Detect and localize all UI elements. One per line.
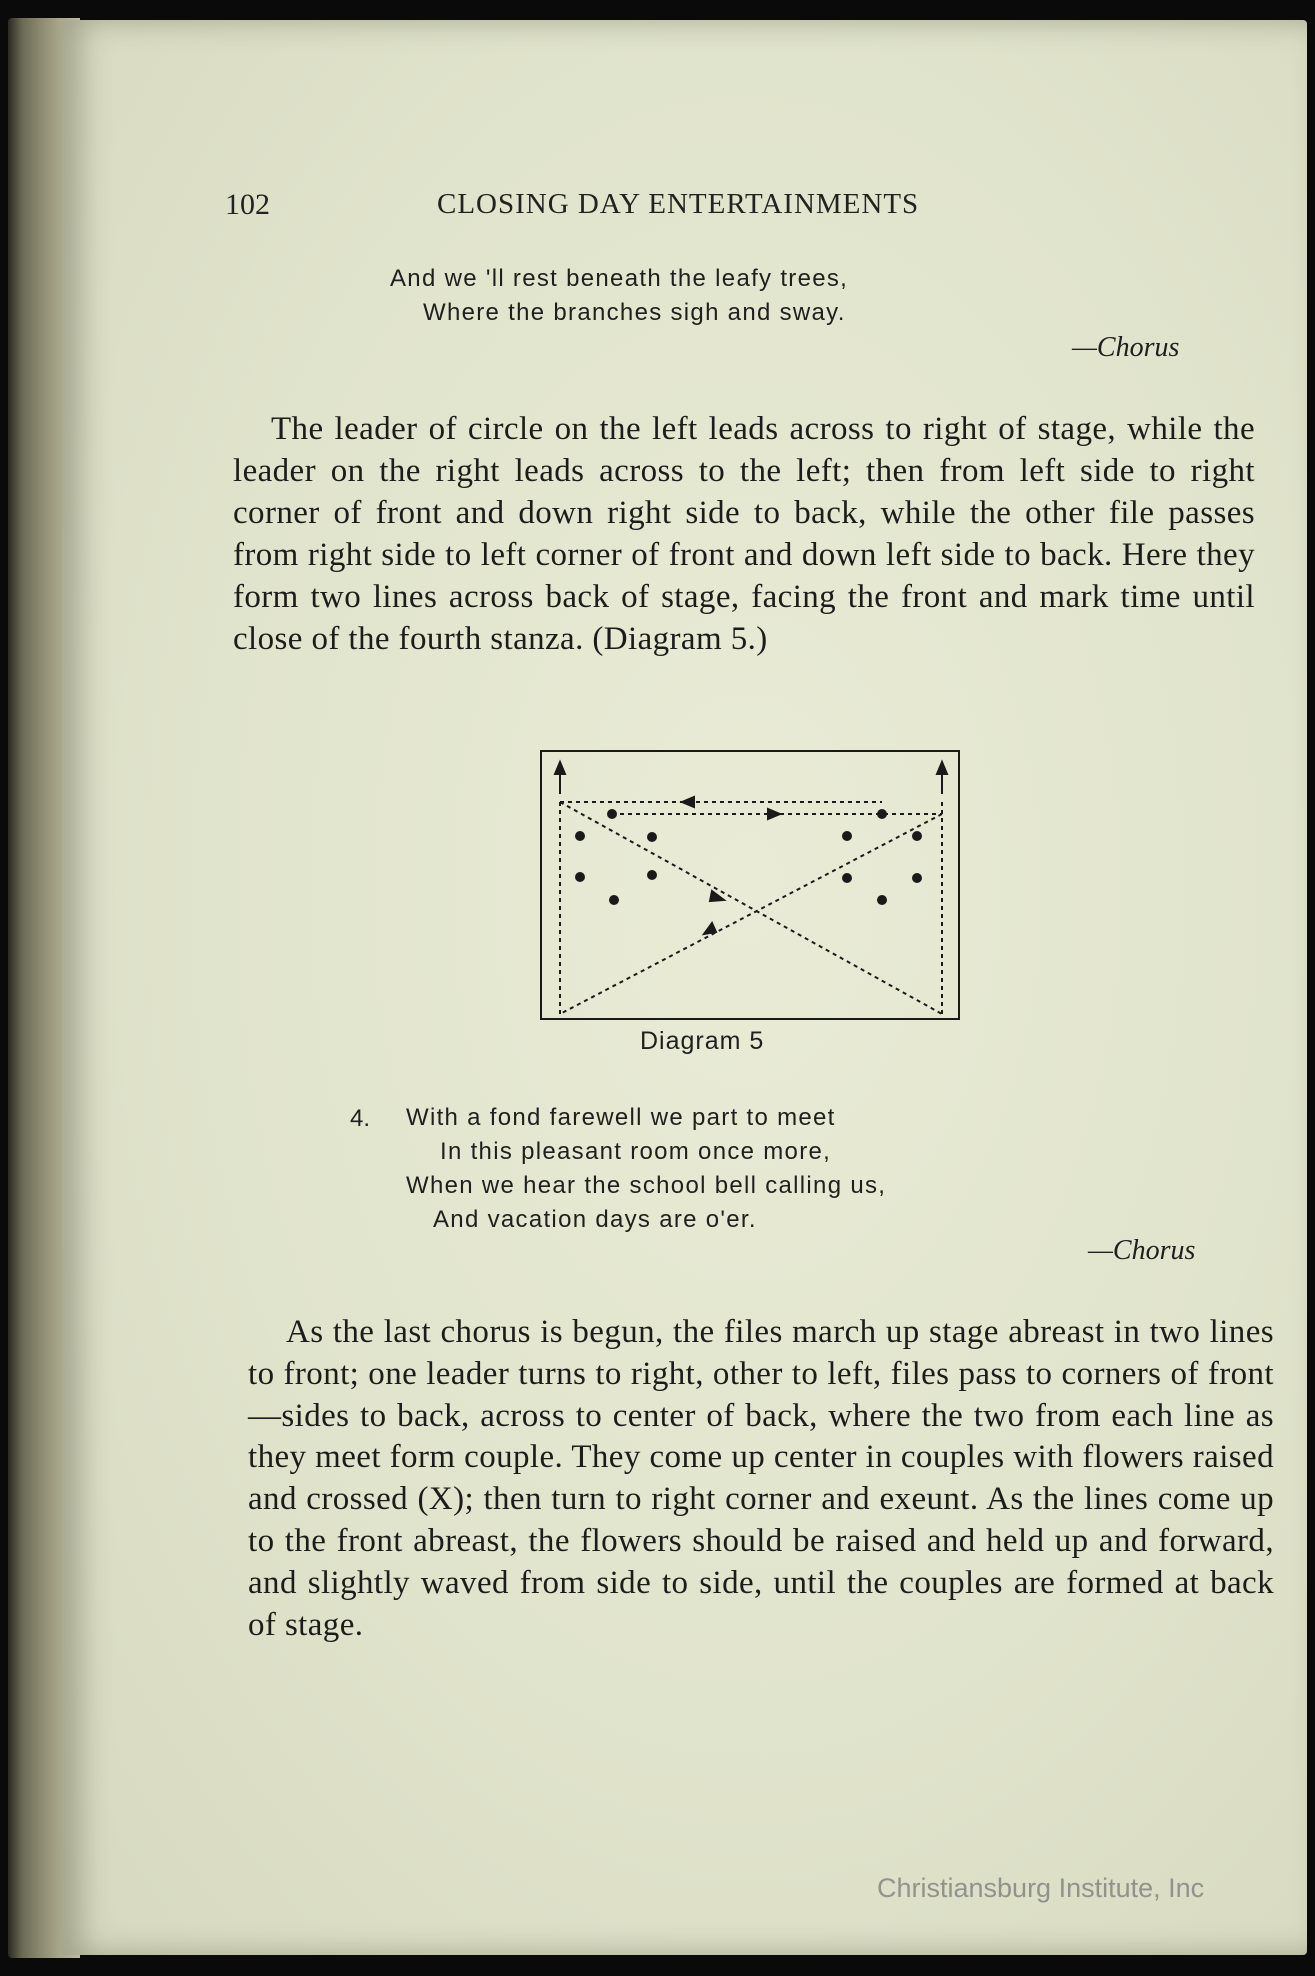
verse-line: With a fond farewell we part to meet	[406, 1104, 836, 1131]
instruction-paragraph: As the last chorus is begun, the files march up stage abreast in two lines to front; one leader turns to right, other to left, files pass to corners of front—sides to back, across to center of back, where the two from each line as they meet form couple. They come up center in couples with flowers raised and crossed (X); then turn to right corner and exeunt. As the lines come up to the front abreast, the flowers should be raised and held up and forward, and slightly waved from side to side, until the couples are formed at back of stage.	[248, 1314, 1274, 1643]
verse-number: 4.	[350, 1105, 371, 1132]
diagonal-path-a	[560, 802, 942, 1014]
dancer-dot	[877, 895, 887, 905]
verse-three	[390, 262, 848, 330]
instruction-paragraph: The leader of circle on the left leads across to right of stage, while the leader on the right leads across to the left; then from left side to right corner of front and down right side to back, while the other file passes from right side to left corner of front and down left side to back. Here they form two lines across back of stage, facing the front and mark time until close of the fourth stanza. (Diagram 5.)	[233, 411, 1255, 657]
dancer-dot	[575, 872, 585, 882]
diagonal-path-b	[560, 814, 942, 1014]
stage-diagram-drawing	[542, 752, 958, 1018]
chorus-label: —Chorus	[1072, 332, 1180, 363]
dancer-dot	[647, 832, 657, 842]
dancer-dot	[575, 831, 585, 841]
verse-line: In this pleasant room once more,	[440, 1138, 832, 1165]
page-title: CLOSING DAY ENTERTAINMENTS	[437, 188, 920, 220]
diagram-caption: Diagram 5	[640, 1027, 765, 1055]
dancer-dot	[912, 873, 922, 883]
arrow-left-icon	[682, 797, 694, 807]
dancer-dot	[877, 809, 887, 819]
dancer-dot	[607, 809, 617, 819]
dancer-dot	[842, 831, 852, 841]
verse-line: And vacation days are o'er.	[433, 1206, 757, 1233]
dancer-dot	[609, 895, 619, 905]
dancer-dot	[647, 870, 657, 880]
verse-line: When we hear the school bell calling us,	[406, 1172, 887, 1199]
chorus-label: —Chorus	[1088, 1235, 1196, 1266]
verse-four	[406, 1101, 886, 1237]
running-head	[225, 188, 1025, 224]
page-number: 102	[225, 188, 270, 221]
dancer-dot	[912, 831, 922, 841]
verse-line: And we 'll rest beneath the leafy trees,	[390, 265, 849, 292]
verse-line: Where the branches sigh and sway.	[423, 299, 846, 326]
arrow-up-right-icon	[937, 762, 947, 774]
watermark: Christiansburg Institute, Inc	[877, 1873, 1205, 1903]
stage-diagram	[540, 750, 960, 1020]
arrow-diagonal-up-icon	[704, 923, 716, 934]
arrow-right-icon	[768, 809, 780, 819]
dancer-dot	[842, 873, 852, 883]
arrow-up-left-icon	[555, 762, 565, 774]
